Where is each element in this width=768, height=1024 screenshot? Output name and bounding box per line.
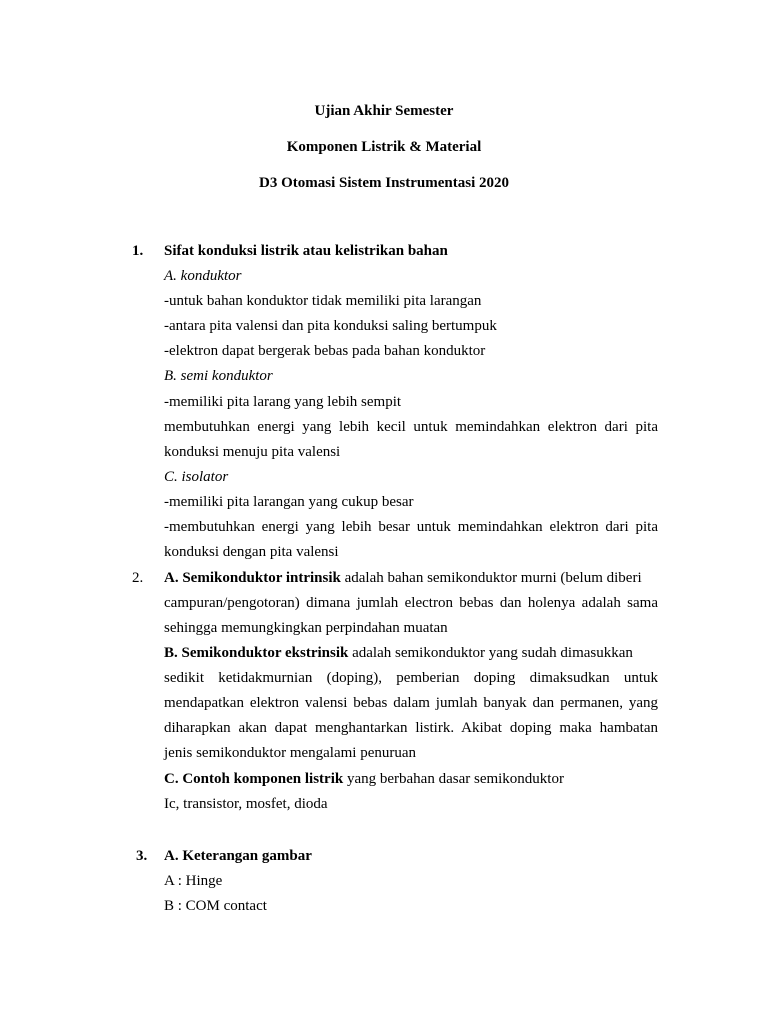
q3-line-2: B : COM contact <box>164 898 267 914</box>
exam-title: Ujian Akhir Semester <box>314 103 454 119</box>
q2-a-line-3: sehingga memungkingkan perpindahan muatan <box>164 620 448 636</box>
q3-line-1: A : Hinge <box>164 873 223 889</box>
q1-b-line-2b: konduksi menuju pita valensi <box>164 444 341 460</box>
q2-c-line-2: Ic, transistor, mosfet, dioda <box>164 796 328 812</box>
course-title: Komponen Listrik & Material <box>286 139 482 155</box>
q2-c-definition: yang berbahan dasar semikonduktor <box>343 771 564 787</box>
q2-b-line-3: mendapatkan elektron valensi bebas dalam jumlah banyak dan permanen, yang <box>164 695 658 711</box>
q1-a-line-2: -antara pita valensi dan pita konduksi saling bertumpuk <box>164 318 497 334</box>
q2-c-term: C. Contoh komponen listrik <box>164 771 344 787</box>
q2-b-term: B. Semikonduktor ekstrinsik <box>164 645 349 661</box>
question-1-title: Sifat konduksi listrik atau kelistrikan bahan <box>164 243 448 259</box>
q2-b-line-1 <box>164 644 658 662</box>
q1-a-line-1: -untuk bahan konduktor tidak memiliki pita larangan <box>164 293 482 309</box>
question-1-number: 1. <box>132 243 144 259</box>
q1-b-line-1: -memiliki pita larang yang lebih sempit <box>164 394 402 410</box>
q2-b-line-4: diharapkan akan dapat menghantarkan listirk. Akibat doping maka hambatan <box>164 720 658 736</box>
program-title: D3 Otomasi Sistem Instrumentasi 2020 <box>259 175 509 191</box>
q2-a-definition: adalah bahan semikonduktor murni (belum diberi <box>340 570 642 586</box>
q1-c-line-2a: -membutuhkan energi yang lebih besar untuk memindahkan elektron dari pita <box>164 519 658 535</box>
q2-a-line-2: campuran/pengotoran) dimana jumlah electron bebas dan holenya adalah sama <box>164 595 658 611</box>
q2-b-definition: adalah semikonduktor yang sudah dimasukkan <box>348 645 633 661</box>
q2-a-term: A. Semikonduktor intrinsik <box>164 570 341 586</box>
q1-b-heading: B. semi konduktor <box>164 368 273 384</box>
q2-b-line-2: sedikit ketidakmurnian (doping), pemberian doping dimaksudkan untuk <box>164 670 658 686</box>
question-3-number: 3. <box>136 848 148 864</box>
q1-c-heading: C. isolator <box>164 469 229 485</box>
question-2-number: 2. <box>132 570 144 586</box>
q2-b-line-5: jenis semikonduktor mengalami penuruan <box>164 745 417 761</box>
q1-c-line-1: -memiliki pita larangan yang cukup besar <box>164 494 414 510</box>
q1-a-line-3: -elektron dapat bergerak bebas pada bahan konduktor <box>164 343 486 359</box>
q1-a-heading: A. konduktor <box>164 268 242 284</box>
q1-c-line-2b: konduksi dengan pita valensi <box>164 544 339 560</box>
question-3-title: A. Keterangan gambar <box>164 848 312 864</box>
q2-a-line-1 <box>164 569 658 587</box>
q2-c-line-1 <box>164 770 658 788</box>
q1-b-line-2a: membutuhkan energi yang lebih kecil untuk memindahkan elektron dari pita <box>164 419 658 435</box>
